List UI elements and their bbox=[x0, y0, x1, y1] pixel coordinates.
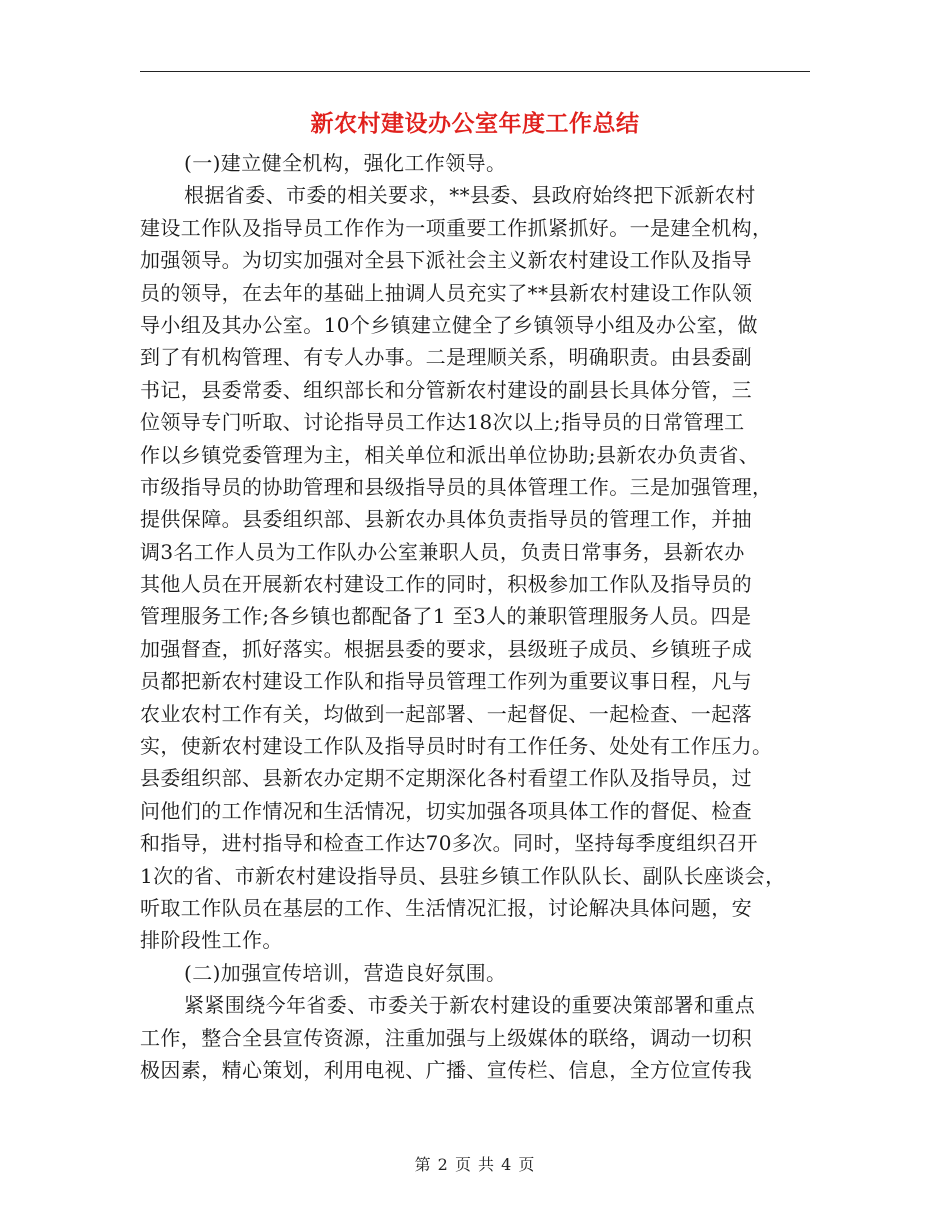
paragraph-line: 员的领导，在去年的基础上抽调人员充实了**县新农村建设工作队领 bbox=[140, 280, 753, 305]
paragraph-line: 农业农村工作有关，均做到一起部署、一起督促、一起检查、一起落 bbox=[140, 701, 752, 726]
paragraph-line: 其他人员在开展新农村建设工作的同时，积极参加工作队及指导员的 bbox=[140, 572, 752, 597]
paragraph-line: 极因素，精心策划，利用电视、广播、宣传栏、信息，全方位宣传我 bbox=[140, 1057, 752, 1082]
paragraph-line: 到了有机构管理、有专人办事。二是理顺关系，明确职责。由县委副 bbox=[140, 345, 752, 370]
paragraph-line: 和指导，进村指导和检查工作达70多次。同时，坚持每季度组织召开 bbox=[140, 831, 758, 856]
document-body bbox=[140, 147, 815, 1086]
document-title: 新农村建设办公室年度工作总结 bbox=[310, 110, 640, 137]
paragraph-line: 根据省委、市委的相关要求，**县委、县政府始终把下派新农村 bbox=[184, 183, 756, 208]
paragraph-line: 位领导专门听取、讨论指导员工作达18次以上;指导员的日常管理工 bbox=[140, 410, 745, 435]
paragraph-line: 县委组织部、县新农办定期不定期深化各村看望工作队及指导员，过 bbox=[140, 766, 752, 791]
section-heading: (二)加强宣传培训，营造良好氛围。 bbox=[184, 960, 507, 985]
paragraph-line: 排阶段性工作。 bbox=[140, 928, 283, 953]
paragraph-line: 导小组及其办公室。10个乡镇建立健全了乡镇领导小组及办公室，做 bbox=[140, 312, 758, 337]
paragraph-line: 1次的省、市新农村建设指导员、县驻乡镇工作队队长、副队长座谈会， bbox=[140, 863, 786, 888]
paragraph-line: 加强领导。为切实加强对全县下派社会主义新农村建设工作队及指导 bbox=[140, 248, 752, 273]
paragraph-line: 工作，整合全县宣传资源，注重加强与上级媒体的联络，调动一切积 bbox=[140, 1025, 752, 1050]
paragraph-line: 提供保障。县委组织部、县新农办具体负责指导员的管理工作，并抽 bbox=[140, 507, 752, 532]
paragraph-line: 调3名工作人员为工作队办公室兼职人员，负责日常事务，县新农办 bbox=[140, 539, 745, 564]
paragraph-line: 书记，县委常委、组织部长和分管新农村建设的副县长具体分管，三 bbox=[140, 377, 752, 402]
header-rule bbox=[140, 71, 810, 72]
paragraph-line: 听取工作队员在基层的工作、生活情况汇报，讨论解决具体问题，安 bbox=[140, 895, 752, 920]
section-heading: (一)建立健全机构，强化工作领导。 bbox=[184, 151, 507, 175]
paragraph-line: 作以乡镇党委管理为主，相关单位和派出单位协助;县新农办负责省、 bbox=[140, 442, 760, 467]
paragraph-line: 市级指导员的协助管理和县级指导员的具体管理工作。三是加强管理， bbox=[140, 474, 773, 499]
paragraph-line: 紧紧围绕今年省委、市委关于新农村建设的重要决策部署和重点 bbox=[184, 993, 756, 1018]
paragraph-line: 问他们的工作情况和生活情况，切实加强各项具体工作的督促、检查 bbox=[140, 798, 752, 823]
paragraph-line: 建设工作队及指导员工作作为一项重要工作抓紧抓好。一是建全机构， bbox=[140, 215, 773, 240]
paragraph-line: 实，使新农村建设工作队及指导员时时有工作任务、处处有工作压力。 bbox=[140, 734, 773, 759]
paragraph-line: 加强督查，抓好落实。根据县委的要求，县级班子成员、乡镇班子成 bbox=[140, 636, 752, 661]
page-number: 第 2 页 共 4 页 bbox=[414, 1155, 536, 1174]
paragraph-line: 管理服务工作;各乡镇也都配备了1 至3人的兼职管理服务人员。四是 bbox=[140, 604, 752, 629]
paragraph-line: 员都把新农村建设工作队和指导员管理工作列为重要议事日程，凡与 bbox=[140, 669, 752, 694]
